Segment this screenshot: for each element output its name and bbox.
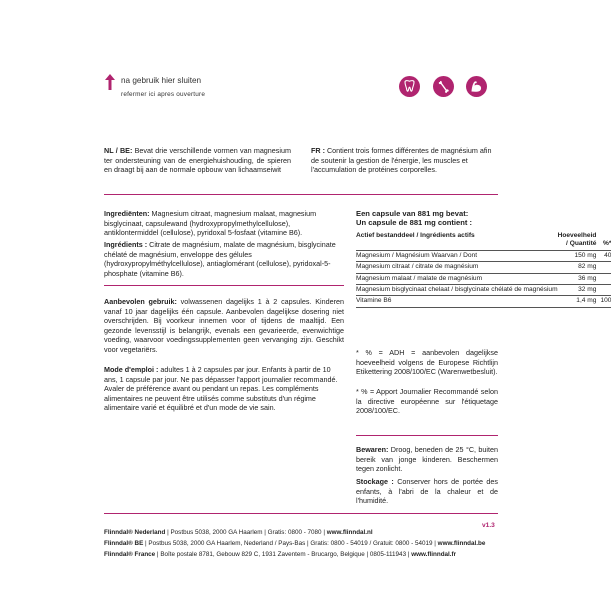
footer-brand: Flinndal® Nederland [104, 529, 166, 536]
storage-nl [356, 445, 498, 474]
table-row [356, 273, 611, 284]
usage-nl-text: volwassenen dagelijks 1 à 2 capsules. Kinderen vanaf 10 jaar dagelijks één capsule. Aanbevolen dagelijkse dosering niet overschrijden. Bij voorkeur innemen voor of tijdens de maaltijd. Een gezonde levensstijl is belangrijk, evenals een gevarieerde, evenwichtige voeding, waarvoor voedingssupplementen geen vervanging zijn. Geschikt voor vegetariërs. [104, 297, 344, 354]
table-row [356, 262, 611, 273]
intro-fr [311, 146, 498, 175]
nutrition-title-nl: Een capsule van 881 mg bevat: [356, 209, 469, 218]
table-row [356, 250, 611, 261]
storage-fr-label: Stockage : [356, 477, 394, 486]
nutrition-note-nl: * % = ADH = aanbevolen dagelijkse hoeveelheid volgens de Europese Richtlijn Etikettering 2008/100/EC (Warenwetbesluit). [356, 348, 498, 377]
usage-nl [104, 297, 344, 355]
row-name: Magnesium / Magnésium Waarvan / Dont [356, 250, 558, 261]
footer-brand: Flinndal® BE [104, 540, 144, 547]
ingredients-fr-text: Citrate de magnésium, malate de magnésium, bisglycinate chélaté de magnésium, enveloppe des gélules (hydroxypropylméthylcellulose), antiaglomérant (cellulose), pyridoxal-5-phosphate (vitamine B6). [104, 240, 336, 278]
muscle-arm-icon [466, 76, 487, 97]
footer-text: | Boîte postale 8781, Gebouw 829 C, 1931 Zaventem - Brucargo, Belgique | 0805-111943 | [155, 551, 412, 558]
row-quantity: 1,4 mg [558, 296, 601, 307]
ingredients-fr [104, 240, 344, 278]
footer-url[interactable]: www.flinndal.be [437, 540, 486, 547]
usage-fr [104, 365, 344, 413]
footer-url[interactable]: www.flinndal.nl [326, 529, 373, 536]
reclose-arrow-icon [104, 73, 116, 91]
footer-text: | Postbus 5038, 2000 GA Haarlem | Gratis: 0800 - 7080 | [165, 529, 327, 536]
row-name: Magnesium citraat / citrate de magnésium [356, 262, 558, 273]
bone-icon [433, 76, 454, 97]
row-percent: 40 [600, 250, 611, 261]
row-percent [600, 273, 611, 284]
intro-fr-text: Contient trois formes différentes de magnésium afin de soutenir la gestion de l'énergie, les muscles et l'accumulation de protéines corporelles. [311, 146, 492, 175]
ingredients-fr-label: Ingrédients : [104, 240, 148, 249]
row-quantity: 150 mg [558, 250, 601, 261]
row-name: Magnesium malaat / malate de magnésium [356, 273, 558, 284]
ingredients-nl [104, 209, 344, 238]
divider-ingredients [104, 285, 344, 286]
intro-nl-label: NL / BE: [104, 146, 133, 155]
col-ingredient-header: Actief bestanddeel / Ingrédients actifs [356, 231, 558, 250]
footer-url[interactable]: www.flinndal.fr [411, 551, 457, 558]
divider-footer [104, 513, 498, 514]
nutrition-table [356, 231, 611, 308]
divider-intro [104, 194, 498, 195]
table-row [356, 285, 611, 296]
usage-fr-text: adultes 1 à 2 capsules par jour. Enfants à partir de 10 ans, 1 capsule par jour. Ne pas dépasser l'apport journalier recommandé. Avaler de préférence avant ou pendant un repas. Les compléments alimentaires ne peuvent être utilisés comme substituts d'un régime alimentaire varié et équilibré et d'un mode de vie sain. [104, 365, 338, 413]
footer-line-fr [104, 549, 498, 560]
intro-nl-text: Bevat drie verschillende vormen van magnesium ter ondersteuning van de energiehuishouding, de spieren en draagt bij aan de normale opbouw van lichaamseiwit [104, 146, 291, 175]
footer-text: | Postbus 5038, 2000 GA Haarlem, Nederland / Pays-Bas | Gratis: 0800 - 54019 / Gratuit: 0800 - 54019 | [143, 540, 438, 547]
version-label: v1.3 [482, 522, 495, 529]
divider-storage [356, 435, 498, 436]
row-name: Vitamine B6 [356, 296, 558, 307]
row-name: Magnesium bisglycinaat chelaat / bisglycinate chélaté de magnésium [356, 285, 558, 296]
row-percent [600, 285, 611, 296]
ingredients-nl-label: Ingrediënten: [104, 209, 150, 218]
row-quantity: 36 mg [558, 273, 601, 284]
footer-line-nl [104, 527, 498, 538]
row-quantity: 82 mg [558, 262, 601, 273]
ingredients-nl-text: Magnesium citraat, magnesium malaat, magnesium bisglycinaat, capsulewand (hydroxypropylmethylcellulose), antiklontermiddel (cellulose), pyridoxal 5-fosfaat (vitamine B6). [104, 209, 317, 238]
nutrition-note-fr: * % = Apport Journalier Recommandé selon la directive européenne sur l'étiquetage 2008/100/EC. [356, 387, 498, 416]
col-percent-header: %* [600, 231, 611, 250]
footer-brand: Flinndal® France [104, 551, 156, 558]
reclose-text-fr: refermer ici apres ouverture [121, 91, 206, 98]
storage-nl-label: Bewaren: [356, 445, 389, 454]
reclose-text-nl: na gebruik hier sluiten [121, 76, 202, 85]
row-quantity: 32 mg [558, 285, 601, 296]
nutrition-title-fr: Un capsule de 881 mg contient : [356, 218, 473, 227]
storage-fr-text: Conserver hors de portée des enfants, à l'abri de la chaleur et de l'humidité. [356, 477, 498, 506]
storage-fr [356, 477, 498, 506]
intro-fr-label: FR : [311, 146, 325, 155]
footer-line-be [104, 538, 498, 549]
tooth-icon [399, 76, 420, 97]
usage-nl-label: Aanbevolen gebruik: [104, 297, 177, 306]
storage-nl-text: Droog, beneden de 25 °C, buiten bereik van jonge kinderen. Beschermen tegen zonlicht. [356, 445, 498, 474]
table-row [356, 296, 611, 307]
col-quantity-header: Hoeveelheid / Quantité [558, 231, 601, 250]
row-percent [600, 262, 611, 273]
row-percent: 100 [600, 296, 611, 307]
intro-nl [104, 146, 291, 175]
footer [104, 527, 498, 560]
usage-fr-label: Mode d'emploi : [104, 365, 159, 374]
